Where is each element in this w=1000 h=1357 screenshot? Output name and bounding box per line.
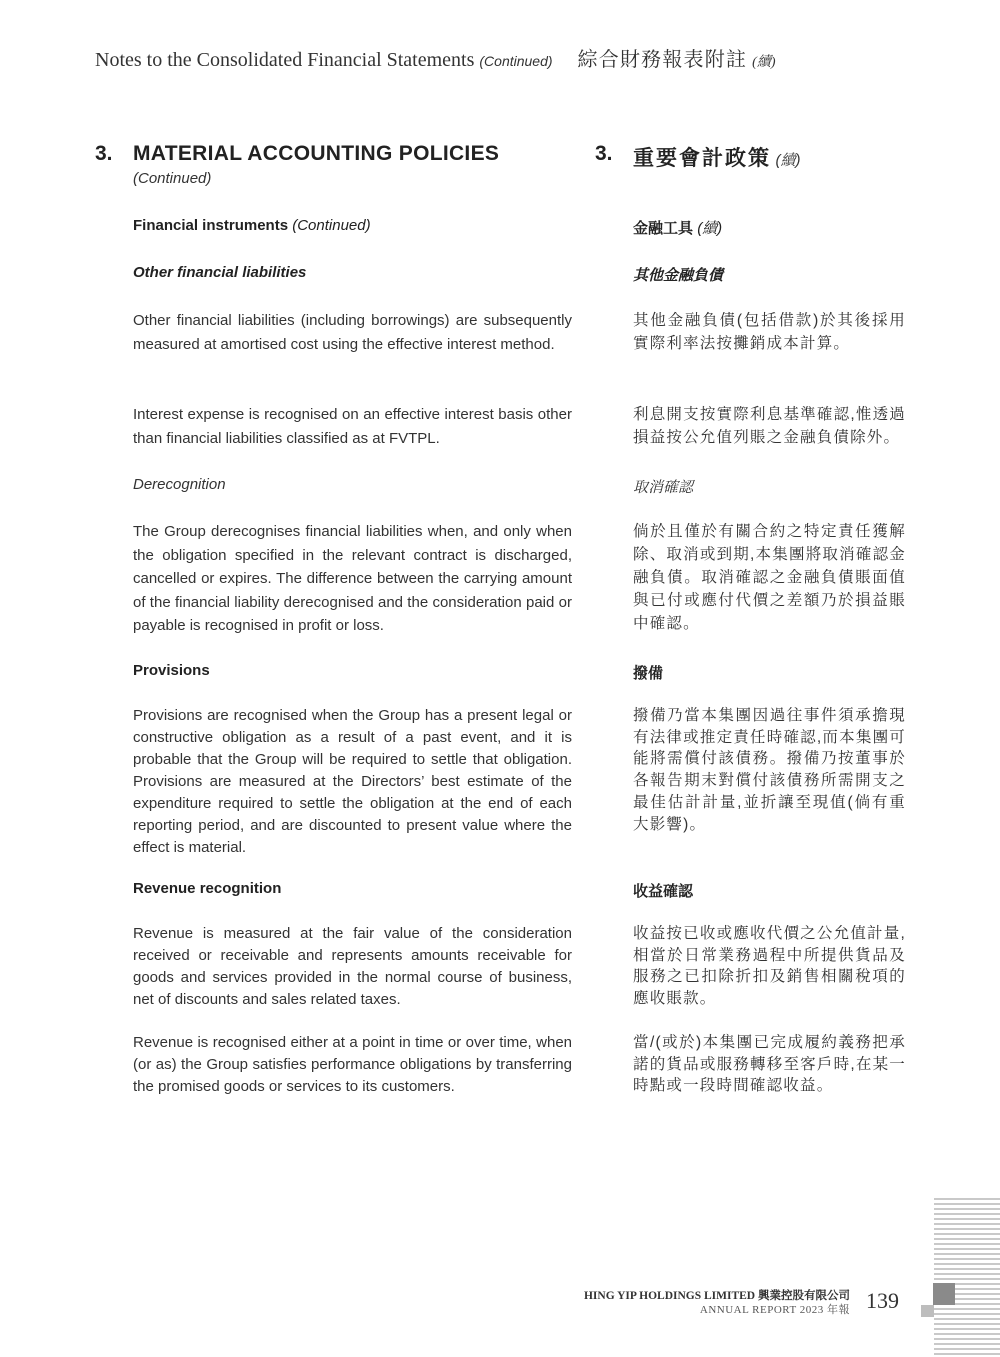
financial-instruments-continued-en: (Continued): [292, 217, 371, 234]
derecognition-paragraph-zh: 倘於且僅於有關合約之特定責任獲解除、取消或到期,本集團將取消確認金融負債。取消確認之金融負債賬面值與已付或應付代價之差額乃於損益賬中確認。: [633, 523, 906, 632]
revenue-paragraph-1-zh: 收益按已收或應收代價之公允值計量,相當於日常業務過程中所提供貨品及服務之已扣除折扣及銷售相關稅項的應收賬款。: [633, 925, 906, 1008]
provisions-heading-zh: 撥備: [633, 665, 664, 682]
other-liabilities-paragraph-1-en: Other financial liabilities (including borrowings) are subsequently measured at amortised cost using the effective interest method.: [133, 312, 572, 353]
financial-instruments-title-zh: 金融工具: [633, 220, 694, 237]
section-title-zh: 重要會計政策: [633, 147, 771, 170]
other-liabilities-paragraph-2-zh: 利息開支按實際利息基準確認,惟透過損益按公允值列賬之金融負債除外。: [633, 406, 906, 446]
header-title-zh: 綜合財務報表附註: [577, 47, 748, 71]
corner-stripes-decoration: [934, 1198, 1000, 1357]
corner-light-square: [921, 1305, 934, 1317]
other-liabilities-heading-en: Other financial liabilities: [133, 264, 307, 281]
section-number-zh: 3.: [595, 142, 613, 165]
corner-dark-square: [933, 1283, 955, 1305]
other-liabilities-paragraph-2-en: Interest expense is recognised on an effective interest basis other than financial liabilities classified as at FVTPL.: [133, 406, 572, 447]
section-number-en: 3.: [95, 142, 113, 165]
section-continued-en: (Continued): [133, 170, 212, 187]
other-liabilities-paragraph-1-zh: 其他金融負債(包括借款)於其後採用實際利率法按攤銷成本計算。: [633, 312, 906, 352]
section-continued-zh: (續): [775, 152, 801, 169]
section-heading-zh: [633, 142, 800, 172]
footer-report: ANNUAL REPORT 2023 年報: [699, 1304, 850, 1316]
header-continued-en: (Continued): [479, 53, 553, 69]
revenue-paragraph-1-en: Revenue is measured at the fair value of the consideration received or receivable and represents amounts receivable for goods and services provided in the normal course of business, net of discounts and sales related taxes.: [133, 925, 572, 1008]
header-continued-zh: (續): [752, 55, 776, 70]
running-header: [95, 48, 775, 72]
header-title-en: Notes to the Consolidated Financial Statements: [95, 49, 475, 71]
revenue-paragraph-2-zh: 當/(或於)本集團已完成履約義務把承諾的貨品或服務轉移至客戶時,在某一時點或一段時間確認收益。: [633, 1034, 906, 1095]
revenue-paragraph-2-en: Revenue is recognised either at a point in time or over time, when (or as) the Group satisfies performance obligations by transferring the promised goods or services to its customers.: [133, 1034, 572, 1095]
provisions-paragraph-en: Provisions are recognised when the Group has a present legal or constructive obligation as a result of a past event, and it is probable that the Group will be required to settle that obligation. Provisions are measured at the Directors’ best estimate of the expenditure required to settle the obligation at the end of each reporting period, and are discounted to present value where the effect is material.: [133, 707, 572, 856]
provisions-paragraph-zh: 撥備乃當本集團因過往事件須承擔現有法律或推定責任時確認,而本集團可能將需償付該債務。撥備乃按董事於各報告期末對償付該債務所需開支之最佳估計計量,並折讓至現值(倘有重大影響)。: [633, 707, 906, 833]
derecognition-heading-zh: 取消確認: [633, 479, 694, 496]
financial-instruments-continued-zh: (續): [697, 220, 723, 237]
financial-instruments-title-en: Financial instruments: [133, 217, 289, 234]
footer-company: HING YIP HOLDINGS LIMITED 興業控股有限公司: [583, 1290, 850, 1302]
section-title-en: MATERIAL ACCOUNTING POLICIES: [133, 142, 500, 165]
derecognition-heading-en: Derecognition: [133, 476, 226, 493]
revenue-heading-zh: 收益確認: [633, 883, 694, 900]
financial-instruments-heading-en: [133, 217, 371, 234]
other-liabilities-heading-zh: 其他金融負債: [633, 267, 724, 284]
page-number: 139: [866, 1288, 899, 1313]
provisions-heading-en: Provisions: [133, 662, 210, 679]
financial-instruments-heading-zh: [633, 217, 722, 238]
derecognition-paragraph-en: The Group derecognises financial liabilities when, and only when the obligation specified in the relevant contract is discharged, cancelled or expires. The difference between the carrying amount of the financial liability derecognised and the consideration paid or payable is recognised in profit or loss.: [133, 523, 572, 634]
revenue-heading-en: Revenue recognition: [133, 880, 282, 897]
